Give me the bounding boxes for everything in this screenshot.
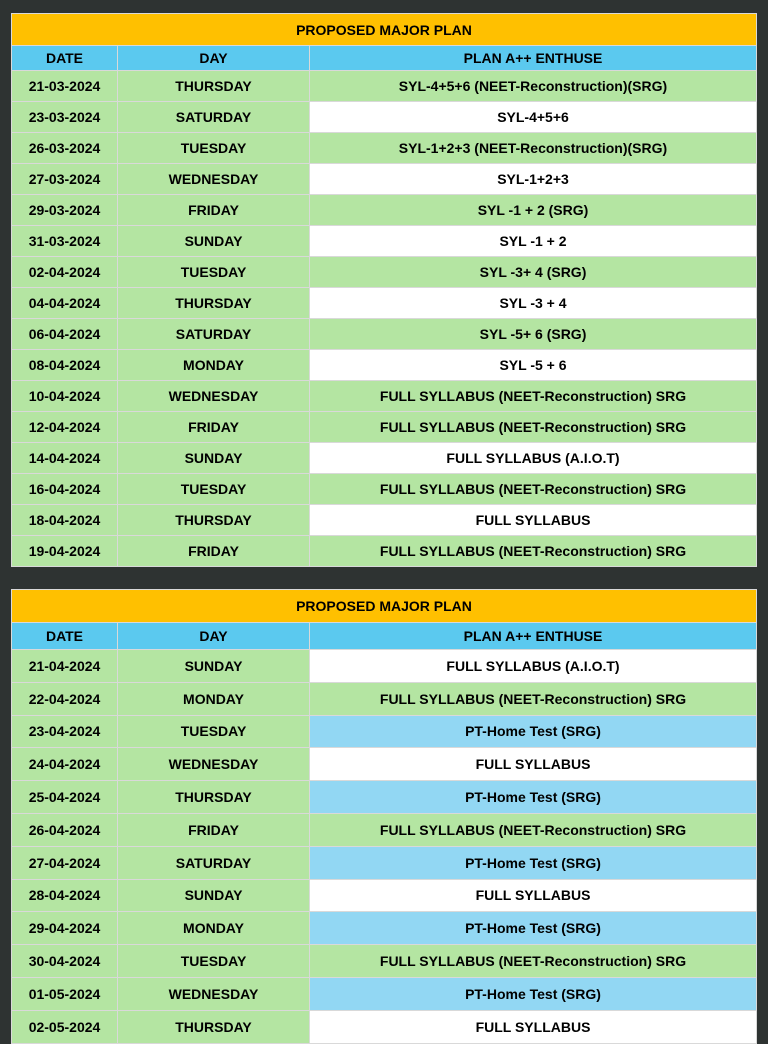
table-row: [12, 164, 757, 195]
day-cell: THURSDAY: [118, 505, 310, 536]
table-row: [12, 350, 757, 381]
table-row: [12, 1010, 757, 1043]
plan-cell: FULL SYLLABUS: [310, 505, 757, 536]
table-row: [12, 412, 757, 443]
table-header-row: [12, 46, 757, 71]
day-cell: WEDNESDAY: [118, 977, 310, 1010]
table-title: PROPOSED MAJOR PLAN: [12, 590, 757, 623]
table-row: [12, 813, 757, 846]
table-row: [12, 912, 757, 945]
plan-cell: FULL SYLLABUS (NEET-Reconstruction) SRG: [310, 945, 757, 978]
table-row: [12, 846, 757, 879]
plan-cell: SYL -1 + 2 (SRG): [310, 195, 757, 226]
date-cell: 21-03-2024: [12, 71, 118, 102]
day-cell: FRIDAY: [118, 412, 310, 443]
plan-cell: SYL -1 + 2: [310, 226, 757, 257]
plan-cell: FULL SYLLABUS: [310, 879, 757, 912]
day-cell: FRIDAY: [118, 536, 310, 567]
day-cell: THURSDAY: [118, 781, 310, 814]
date-cell: 29-03-2024: [12, 195, 118, 226]
day-cell: SUNDAY: [118, 650, 310, 683]
date-cell: 22-04-2024: [12, 682, 118, 715]
day-cell: TUESDAY: [118, 133, 310, 164]
schedule-table-2: [11, 589, 757, 1044]
date-cell: 02-04-2024: [12, 257, 118, 288]
plan-cell: SYL -5+ 6 (SRG): [310, 319, 757, 350]
date-cell: 16-04-2024: [12, 474, 118, 505]
table-row: [12, 288, 757, 319]
day-cell: MONDAY: [118, 350, 310, 381]
day-cell: SATURDAY: [118, 319, 310, 350]
date-cell: 12-04-2024: [12, 412, 118, 443]
date-cell: 26-03-2024: [12, 133, 118, 164]
table-row: [12, 443, 757, 474]
table-row: [12, 71, 757, 102]
date-cell: 23-04-2024: [12, 715, 118, 748]
plan-cell: FULL SYLLABUS (A.I.O.T): [310, 650, 757, 683]
table-header-row: [12, 623, 757, 650]
plan-cell: FULL SYLLABUS (NEET-Reconstruction) SRG: [310, 682, 757, 715]
day-cell: WEDNESDAY: [118, 381, 310, 412]
date-cell: 26-04-2024: [12, 813, 118, 846]
table-title: PROPOSED MAJOR PLAN: [12, 14, 757, 46]
day-cell: THURSDAY: [118, 288, 310, 319]
plan-cell: SYL-1+2+3: [310, 164, 757, 195]
day-cell: SUNDAY: [118, 879, 310, 912]
date-cell: 14-04-2024: [12, 443, 118, 474]
date-cell: 29-04-2024: [12, 912, 118, 945]
table-row: [12, 977, 757, 1010]
date-cell: 06-04-2024: [12, 319, 118, 350]
table-row: [12, 133, 757, 164]
schedule-table-1: [11, 13, 757, 567]
date-cell: 01-05-2024: [12, 977, 118, 1010]
plan-cell: SYL -3+ 4 (SRG): [310, 257, 757, 288]
plan-cell: PT-Home Test (SRG): [310, 715, 757, 748]
table-row: [12, 505, 757, 536]
table-row: [12, 682, 757, 715]
plan-cell: SYL -5 + 6: [310, 350, 757, 381]
day-cell: WEDNESDAY: [118, 164, 310, 195]
day-cell: THURSDAY: [118, 1010, 310, 1043]
header-day: DAY: [118, 623, 310, 650]
table-row: [12, 748, 757, 781]
day-cell: MONDAY: [118, 682, 310, 715]
date-cell: 31-03-2024: [12, 226, 118, 257]
header-plan: PLAN A++ ENTHUSE: [310, 46, 757, 71]
header-date: DATE: [12, 46, 118, 71]
day-cell: SATURDAY: [118, 846, 310, 879]
date-cell: 08-04-2024: [12, 350, 118, 381]
plan-cell: FULL SYLLABUS (NEET-Reconstruction) SRG: [310, 813, 757, 846]
table-row: [12, 536, 757, 567]
date-cell: 04-04-2024: [12, 288, 118, 319]
plan-cell: FULL SYLLABUS (NEET-Reconstruction) SRG: [310, 536, 757, 567]
date-cell: 27-03-2024: [12, 164, 118, 195]
date-cell: 19-04-2024: [12, 536, 118, 567]
day-cell: WEDNESDAY: [118, 748, 310, 781]
day-cell: THURSDAY: [118, 71, 310, 102]
table-row: [12, 650, 757, 683]
date-cell: 10-04-2024: [12, 381, 118, 412]
table-title-row: [12, 14, 757, 46]
day-cell: FRIDAY: [118, 813, 310, 846]
day-cell: TUESDAY: [118, 257, 310, 288]
date-cell: 28-04-2024: [12, 879, 118, 912]
day-cell: FRIDAY: [118, 195, 310, 226]
plan-cell: PT-Home Test (SRG): [310, 781, 757, 814]
plan-cell: FULL SYLLABUS: [310, 748, 757, 781]
day-cell: TUESDAY: [118, 945, 310, 978]
table-row: [12, 226, 757, 257]
plan-cell: FULL SYLLABUS (NEET-Reconstruction) SRG: [310, 474, 757, 505]
table-row: [12, 879, 757, 912]
date-cell: 18-04-2024: [12, 505, 118, 536]
table-row: [12, 715, 757, 748]
day-cell: SATURDAY: [118, 102, 310, 133]
table-row: [12, 195, 757, 226]
header-date: DATE: [12, 623, 118, 650]
date-cell: 30-04-2024: [12, 945, 118, 978]
plan-cell: FULL SYLLABUS: [310, 1010, 757, 1043]
date-cell: 21-04-2024: [12, 650, 118, 683]
table-row: [12, 102, 757, 133]
table-row: [12, 781, 757, 814]
day-cell: MONDAY: [118, 912, 310, 945]
day-cell: SUNDAY: [118, 226, 310, 257]
plan-cell: FULL SYLLABUS (NEET-Reconstruction) SRG: [310, 381, 757, 412]
plan-cell: PT-Home Test (SRG): [310, 977, 757, 1010]
header-plan: PLAN A++ ENTHUSE: [310, 623, 757, 650]
date-cell: 23-03-2024: [12, 102, 118, 133]
day-cell: TUESDAY: [118, 474, 310, 505]
plan-cell: PT-Home Test (SRG): [310, 912, 757, 945]
plan-cell: SYL -3 + 4: [310, 288, 757, 319]
table-title-row: [12, 590, 757, 623]
plan-cell: SYL-1+2+3 (NEET-Reconstruction)(SRG): [310, 133, 757, 164]
date-cell: 25-04-2024: [12, 781, 118, 814]
date-cell: 24-04-2024: [12, 748, 118, 781]
date-cell: 27-04-2024: [12, 846, 118, 879]
table-row: [12, 945, 757, 978]
header-day: DAY: [118, 46, 310, 71]
table-row: [12, 474, 757, 505]
table-row: [12, 257, 757, 288]
plan-cell: PT-Home Test (SRG): [310, 846, 757, 879]
table-row: [12, 319, 757, 350]
table-row: [12, 381, 757, 412]
plan-cell: FULL SYLLABUS (NEET-Reconstruction) SRG: [310, 412, 757, 443]
date-cell: 02-05-2024: [12, 1010, 118, 1043]
plan-cell: SYL-4+5+6 (NEET-Reconstruction)(SRG): [310, 71, 757, 102]
day-cell: SUNDAY: [118, 443, 310, 474]
day-cell: TUESDAY: [118, 715, 310, 748]
plan-cell: SYL-4+5+6: [310, 102, 757, 133]
plan-cell: FULL SYLLABUS (A.I.O.T): [310, 443, 757, 474]
